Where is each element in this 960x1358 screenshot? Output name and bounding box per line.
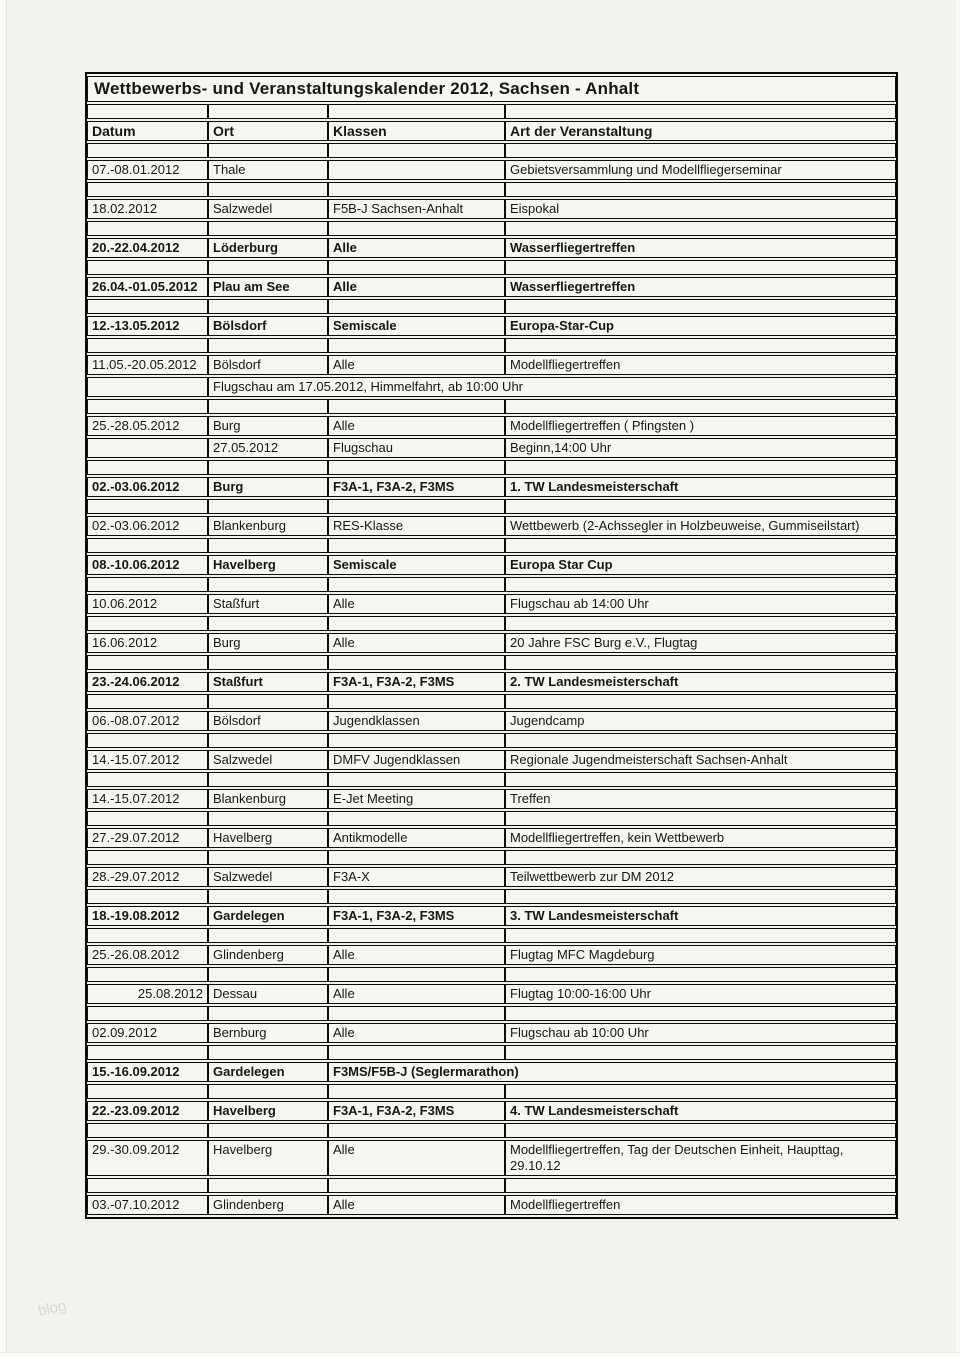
spacer-cell	[87, 967, 208, 982]
spacer-cell	[505, 538, 896, 553]
spacer-cell	[208, 1045, 328, 1060]
cell-art: 3. TW Landesmeisterschaft	[505, 906, 896, 926]
table-row	[87, 1195, 896, 1215]
cell-art: Flugschau ab 14:00 Uhr	[505, 594, 896, 614]
spacer-cell	[208, 772, 328, 787]
spacer-cell	[208, 577, 328, 592]
spacer-row	[87, 655, 896, 670]
spacer-cell	[328, 143, 505, 158]
cell-klassen: Alle	[328, 984, 505, 1004]
cell-klassen: F3A-1, F3A-2, F3MS	[328, 672, 505, 692]
spacer-cell	[505, 182, 896, 197]
spacer-cell	[208, 460, 328, 475]
spacer-cell	[208, 538, 328, 553]
spacer-row	[87, 499, 896, 514]
table-row	[87, 160, 896, 180]
spacer-row	[87, 299, 896, 314]
spacer-cell	[208, 1084, 328, 1099]
spacer-row	[87, 1123, 896, 1138]
cell-ort: Salzwedel	[208, 199, 328, 219]
cell-datum: 10.06.2012	[87, 594, 208, 614]
spacer-cell	[328, 338, 505, 353]
cell-datum: 02.09.2012	[87, 1023, 208, 1043]
spacer-cell	[208, 399, 328, 414]
cell-art: Teilwettbewerb zur DM 2012	[505, 867, 896, 887]
cell-art: Wasserfliegertreffen	[505, 277, 896, 297]
spacer-cell	[505, 811, 896, 826]
spacer-cell	[328, 928, 505, 943]
spacer-cell	[505, 338, 896, 353]
spacer-row	[87, 967, 896, 982]
spacer-row	[87, 889, 896, 904]
cell-datum: 12.-13.05.2012	[87, 316, 208, 336]
cell-art: Eispokal	[505, 199, 896, 219]
cell-ort: Havelberg	[208, 555, 328, 575]
spacer-cell	[208, 104, 328, 119]
spacer-cell	[328, 1178, 505, 1193]
spacer-cell	[87, 1006, 208, 1021]
spacer-cell	[505, 221, 896, 236]
cell-ort: Glindenberg	[208, 1195, 328, 1215]
spacer-cell	[505, 616, 896, 631]
cell-datum: 02.-03.06.2012	[87, 477, 208, 497]
spacer-cell	[208, 499, 328, 514]
column-header-ort: Ort	[208, 121, 328, 141]
spacer-cell	[87, 655, 208, 670]
spacer-row	[87, 399, 896, 414]
cell-klassen: Alle	[328, 355, 505, 375]
cell-ort: Gardelegen	[208, 1062, 328, 1082]
spacer-cell	[87, 1045, 208, 1060]
table-row	[87, 789, 896, 809]
spacer-cell	[505, 967, 896, 982]
spacer-cell	[87, 616, 208, 631]
cell-art: Modellfliegertreffen ( Pfingsten )	[505, 416, 896, 436]
spacer-cell	[208, 221, 328, 236]
cell-klassen: Alle	[328, 238, 505, 258]
cell-datum	[87, 438, 208, 458]
spacer-cell	[328, 1045, 505, 1060]
cell-datum: 27.-29.07.2012	[87, 828, 208, 848]
spacer-row	[87, 460, 896, 475]
spacer-row	[87, 1084, 896, 1099]
spacer-row	[87, 928, 896, 943]
spacer-cell	[328, 260, 505, 275]
cell-art: 1. TW Landesmeisterschaft	[505, 477, 896, 497]
cell-datum: 23.-24.06.2012	[87, 672, 208, 692]
spacer-cell	[328, 694, 505, 709]
cell-klassen: Alle	[328, 1195, 505, 1215]
spacer-cell	[87, 850, 208, 865]
cell-art: 2. TW Landesmeisterschaft	[505, 672, 896, 692]
spacer-cell	[208, 655, 328, 670]
cell-art: Modellfliegertreffen, Tag der Deutschen Einheit, Haupttag, 29.10.12	[505, 1140, 896, 1176]
spacer-row	[87, 694, 896, 709]
cell-ort: Havelberg	[208, 1140, 328, 1176]
table-row	[87, 867, 896, 887]
table-row	[87, 594, 896, 614]
cell-klassen: Semiscale	[328, 555, 505, 575]
spacer-cell	[208, 1006, 328, 1021]
cell-ort: Burg	[208, 633, 328, 653]
spacer-cell	[208, 1123, 328, 1138]
table-row	[87, 377, 896, 397]
spacer-cell	[87, 338, 208, 353]
events-table	[85, 72, 898, 1219]
table-row	[87, 416, 896, 436]
cell-klassen: Alle	[328, 945, 505, 965]
page-edge-bottom	[0, 1352, 960, 1358]
table-row	[87, 945, 896, 965]
spacer-cell	[87, 299, 208, 314]
spacer-cell	[208, 694, 328, 709]
cell-art: Regionale Jugendmeisterschaft Sachsen-Anhalt	[505, 750, 896, 770]
cell-ort: Burg	[208, 416, 328, 436]
cell-klassen: F3A-1, F3A-2, F3MS	[328, 906, 505, 926]
cell-klassen: E-Jet Meeting	[328, 789, 505, 809]
spacer-cell	[208, 811, 328, 826]
cell-ort: Flugschau am 17.05.2012, Himmelfahrt, ab 10:00 Uhr	[208, 377, 896, 397]
cell-datum	[87, 377, 208, 397]
spacer-cell	[208, 928, 328, 943]
spacer-row	[87, 850, 896, 865]
spacer-cell	[505, 143, 896, 158]
spacer-cell	[328, 616, 505, 631]
table-row	[87, 711, 896, 731]
table-row	[87, 1062, 896, 1082]
spacer-cell	[328, 577, 505, 592]
spacer-cell	[87, 694, 208, 709]
spacer-cell	[87, 772, 208, 787]
cell-art: 20 Jahre FSC Burg e.V., Flugtag	[505, 633, 896, 653]
spacer-cell	[87, 733, 208, 748]
table-row	[87, 316, 896, 336]
spacer-cell	[505, 1006, 896, 1021]
cell-datum: 07.-08.01.2012	[87, 160, 208, 180]
spacer-cell	[87, 811, 208, 826]
spacer-cell	[328, 967, 505, 982]
table-row	[87, 277, 896, 297]
spacer-cell	[87, 577, 208, 592]
page-edge-left	[0, 0, 7, 1358]
cell-art: Flugtag 10:00-16:00 Uhr	[505, 984, 896, 1004]
table-row	[87, 1101, 896, 1121]
table-row	[87, 672, 896, 692]
cell-ort: Bernburg	[208, 1023, 328, 1043]
spacer-cell	[505, 104, 896, 119]
spacer-cell	[505, 460, 896, 475]
cell-klassen	[328, 160, 505, 180]
cell-datum: 14.-15.07.2012	[87, 750, 208, 770]
table-row	[87, 199, 896, 219]
cell-ort: Dessau	[208, 984, 328, 1004]
spacer-cell	[328, 538, 505, 553]
spacer-cell	[87, 538, 208, 553]
cell-klassen: F3A-X	[328, 867, 505, 887]
cell-art: Modellfliegertreffen	[505, 1195, 896, 1215]
table-row	[87, 750, 896, 770]
cell-ort: Blankenburg	[208, 516, 328, 536]
spacer-cell	[328, 733, 505, 748]
spacer-row	[87, 772, 896, 787]
spacer-row	[87, 616, 896, 631]
spacer-cell	[505, 499, 896, 514]
spacer-cell	[328, 850, 505, 865]
cell-art: Flugschau ab 10:00 Uhr	[505, 1023, 896, 1043]
spacer-cell	[87, 143, 208, 158]
cell-ort: Blankenburg	[208, 789, 328, 809]
cell-datum: 25.08.2012	[87, 984, 208, 1004]
cell-datum: 20.-22.04.2012	[87, 238, 208, 258]
cell-art: Beginn,14:00 Uhr	[505, 438, 896, 458]
cell-ort: Thale	[208, 160, 328, 180]
spacer-cell	[208, 616, 328, 631]
cell-datum: 14.-15.07.2012	[87, 789, 208, 809]
cell-klassen: DMFV Jugendklassen	[328, 750, 505, 770]
column-header-klassen: Klassen	[328, 121, 505, 141]
spacer-cell	[208, 143, 328, 158]
cell-klassen: F3MS/F5B-J (Seglermarathon)	[328, 1062, 896, 1082]
cell-datum: 16.06.2012	[87, 633, 208, 653]
table-row	[87, 906, 896, 926]
cell-datum: 22.-23.09.2012	[87, 1101, 208, 1121]
spacer-cell	[328, 399, 505, 414]
spacer-cell	[87, 221, 208, 236]
watermark: blog	[36, 1297, 68, 1320]
cell-art: Modellfliegertreffen	[505, 355, 896, 375]
table-title: Wettbewerbs- und Veranstaltungskalender 2012, Sachsen - Anhalt	[87, 76, 896, 102]
cell-datum: 28.-29.07.2012	[87, 867, 208, 887]
spacer-cell	[328, 655, 505, 670]
spacer-cell	[328, 499, 505, 514]
spacer-cell	[328, 182, 505, 197]
page-edge-right	[956, 0, 960, 1358]
cell-ort: Burg	[208, 477, 328, 497]
spacer-cell	[505, 1084, 896, 1099]
cell-klassen: F3A-1, F3A-2, F3MS	[328, 1101, 505, 1121]
cell-datum: 29.-30.09.2012	[87, 1140, 208, 1176]
cell-art: Jugendcamp	[505, 711, 896, 731]
cell-ort: Staßfurt	[208, 672, 328, 692]
spacer-cell	[505, 1123, 896, 1138]
cell-klassen: Semiscale	[328, 316, 505, 336]
spacer-cell	[208, 889, 328, 904]
spacer-row	[87, 1045, 896, 1060]
cell-datum: 08.-10.06.2012	[87, 555, 208, 575]
spacer-cell	[328, 299, 505, 314]
cell-klassen: F3A-1, F3A-2, F3MS	[328, 477, 505, 497]
cell-datum: 18.02.2012	[87, 199, 208, 219]
spacer-cell	[505, 399, 896, 414]
cell-ort: Salzwedel	[208, 867, 328, 887]
cell-art: Modellfliegertreffen, kein Wettbewerb	[505, 828, 896, 848]
spacer-cell	[208, 733, 328, 748]
table-row	[87, 355, 896, 375]
spacer-cell	[87, 889, 208, 904]
spacer-row	[87, 538, 896, 553]
spacer-row	[87, 811, 896, 826]
cell-datum: 18.-19.08.2012	[87, 906, 208, 926]
spacer-row	[87, 104, 896, 119]
spacer-row	[87, 182, 896, 197]
cell-art: Gebietsversammlung und Modellfliegerseminar	[505, 160, 896, 180]
table-row	[87, 1023, 896, 1043]
spacer-row	[87, 1006, 896, 1021]
spacer-cell	[87, 399, 208, 414]
cell-klassen: Jugendklassen	[328, 711, 505, 731]
cell-klassen: RES-Klasse	[328, 516, 505, 536]
cell-ort: Bölsdorf	[208, 355, 328, 375]
spacer-cell	[87, 1123, 208, 1138]
cell-klassen: Alle	[328, 277, 505, 297]
spacer-cell	[505, 299, 896, 314]
cell-ort: 27.05.2012	[208, 438, 328, 458]
cell-ort: Havelberg	[208, 828, 328, 848]
column-header-datum: Datum	[87, 121, 208, 141]
cell-ort: Bölsdorf	[208, 316, 328, 336]
cell-datum: 06.-08.07.2012	[87, 711, 208, 731]
spacer-cell	[505, 889, 896, 904]
table-row	[87, 516, 896, 536]
spacer-cell	[208, 967, 328, 982]
spacer-cell	[505, 655, 896, 670]
spacer-cell	[208, 299, 328, 314]
spacer-cell	[505, 1178, 896, 1193]
spacer-cell	[208, 182, 328, 197]
spacer-cell	[208, 850, 328, 865]
spacer-cell	[505, 577, 896, 592]
table-row	[87, 438, 896, 458]
cell-klassen: F5B-J Sachsen-Anhalt	[328, 199, 505, 219]
spacer-row	[87, 1178, 896, 1193]
cell-klassen: Alle	[328, 1140, 505, 1176]
spacer-row	[87, 221, 896, 236]
spacer-cell	[505, 260, 896, 275]
spacer-cell	[328, 889, 505, 904]
cell-ort: Bölsdorf	[208, 711, 328, 731]
cell-ort: Salzwedel	[208, 750, 328, 770]
cell-art: Flugtag MFC Magdeburg	[505, 945, 896, 965]
cell-datum: 02.-03.06.2012	[87, 516, 208, 536]
cell-art: Wettbewerb (2-Achssegler in Holzbeuweise, Gummiseilstart)	[505, 516, 896, 536]
spacer-cell	[328, 104, 505, 119]
spacer-cell	[328, 772, 505, 787]
table-row	[87, 828, 896, 848]
spacer-cell	[328, 1084, 505, 1099]
spacer-cell	[87, 1084, 208, 1099]
spacer-cell	[328, 1123, 505, 1138]
spacer-cell	[505, 850, 896, 865]
spacer-cell	[87, 104, 208, 119]
cell-ort: Gardelegen	[208, 906, 328, 926]
table-row	[87, 1140, 896, 1176]
cell-ort: Plau am See	[208, 277, 328, 297]
cell-art: Europa-Star-Cup	[505, 316, 896, 336]
spacer-cell	[87, 182, 208, 197]
spacer-row	[87, 338, 896, 353]
spacer-cell	[87, 1178, 208, 1193]
spacer-cell	[208, 338, 328, 353]
cell-ort: Löderburg	[208, 238, 328, 258]
cell-datum: 25.-26.08.2012	[87, 945, 208, 965]
spacer-cell	[87, 499, 208, 514]
cell-datum: 25.-28.05.2012	[87, 416, 208, 436]
table-row	[87, 633, 896, 653]
spacer-cell	[505, 928, 896, 943]
calendar-document	[85, 72, 898, 1219]
cell-klassen: Flugschau	[328, 438, 505, 458]
column-header-art: Art der Veranstaltung	[505, 121, 896, 141]
spacer-row	[87, 733, 896, 748]
cell-klassen: Alle	[328, 594, 505, 614]
spacer-row	[87, 143, 896, 158]
spacer-cell	[328, 221, 505, 236]
cell-art: Treffen	[505, 789, 896, 809]
spacer-cell	[208, 260, 328, 275]
table-row	[87, 984, 896, 1004]
cell-klassen: Alle	[328, 1023, 505, 1043]
cell-klassen: Alle	[328, 633, 505, 653]
spacer-cell	[328, 460, 505, 475]
spacer-row	[87, 260, 896, 275]
spacer-cell	[505, 694, 896, 709]
table-row	[87, 238, 896, 258]
spacer-cell	[505, 1045, 896, 1060]
cell-art: Wasserfliegertreffen	[505, 238, 896, 258]
spacer-cell	[505, 772, 896, 787]
cell-ort: Glindenberg	[208, 945, 328, 965]
cell-klassen: Antikmodelle	[328, 828, 505, 848]
spacer-cell	[87, 928, 208, 943]
spacer-row	[87, 577, 896, 592]
cell-datum: 26.04.-01.05.2012	[87, 277, 208, 297]
title-row	[87, 76, 896, 102]
cell-datum: 15.-16.09.2012	[87, 1062, 208, 1082]
cell-art: 4. TW Landesmeisterschaft	[505, 1101, 896, 1121]
table-row	[87, 555, 896, 575]
cell-ort: Havelberg	[208, 1101, 328, 1121]
table-row	[87, 477, 896, 497]
spacer-cell	[208, 1178, 328, 1193]
spacer-cell	[87, 260, 208, 275]
cell-ort: Staßfurt	[208, 594, 328, 614]
spacer-cell	[328, 1006, 505, 1021]
cell-datum: 11.05.-20.05.2012	[87, 355, 208, 375]
spacer-cell	[87, 460, 208, 475]
cell-klassen: Alle	[328, 416, 505, 436]
header-row	[87, 121, 896, 141]
spacer-cell	[505, 733, 896, 748]
cell-art: Europa Star Cup	[505, 555, 896, 575]
cell-datum: 03.-07.10.2012	[87, 1195, 208, 1215]
spacer-cell	[328, 811, 505, 826]
